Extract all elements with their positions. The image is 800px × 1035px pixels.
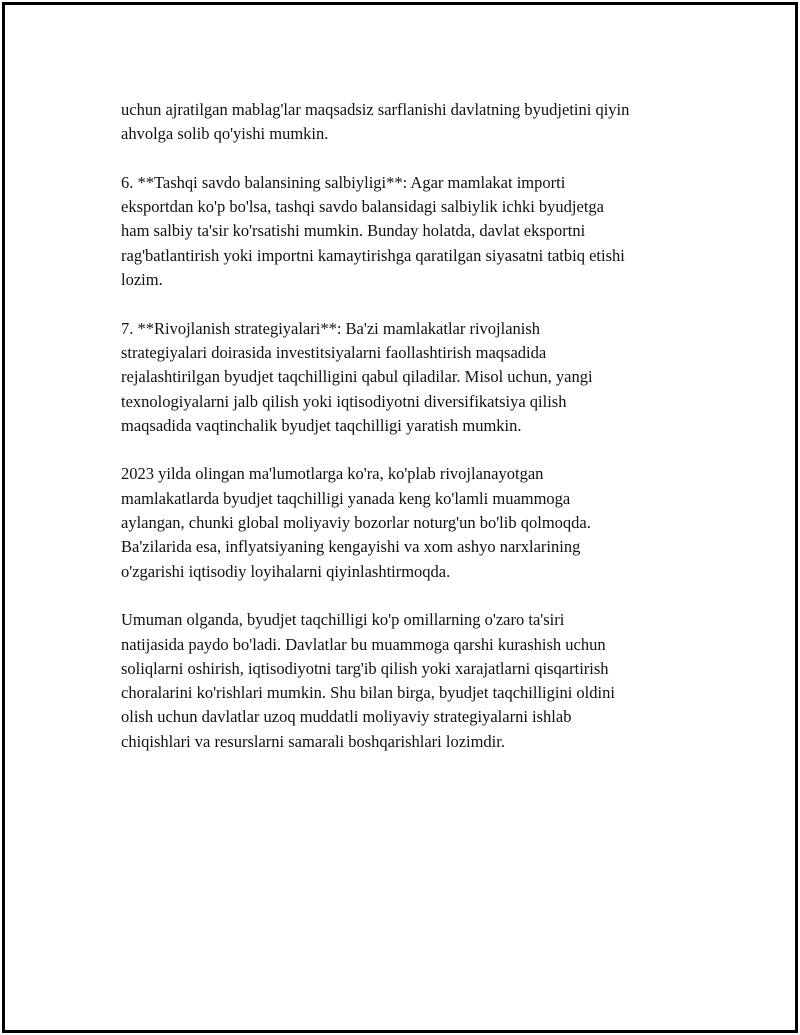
paragraph-conclusion: Umuman olganda, byudjet taqchilligi ko'p omillarning o'zaro ta'siri natijasida paydo bo'ladi. Davlatlar bu muammoga qarshi kurashish uchun soliqlarni oshirish, iqtisodiyotni targ'ib qilish yoki xarajatlarni qisqartirish choralarini ko'rishlari mumkin. Shu bilan birga, byudjet taqchilligini oldini olish uchun davlatlar uzoq muddatli moliyaviy strategiyalarni ishlab chiqishlari va resurslarni samarali boshqarishlari lozimdir. <box>121 610 615 751</box>
paragraph-trade-balance: 6. **Tashqi savdo balansining salbiyligi**: Agar mamlakat importi eksportdan ko'p bo'lsa, tashqi savdo balansidagi salbiylik ichki byudjetga ham salbiy ta'sir ko'rsatishi mumkin. Bunday holatda, davlat eksportni rag'batlantirish yoki importni kamaytirishga qaratilgan siyasatni tatbiq etishi lozim. <box>121 172 625 290</box>
paragraph-development-strategies: 7. **Rivojlanish strategiyalari**: Ba'zi mamlakatlar rivojlanish strategiyalari doirasida investitsiyalarni faollashtirish maqsadida rejalashtirilgan byudjet taqchilligini qabul qiladilar. Misol uchun, yangi texnologiyalarni jalb qilish yoki iqtisodiyotni diversifikatsiya qilish maqsadida vaqtinchalik byudjet taqchilligi yaratish mumkin. <box>121 318 593 435</box>
document-body <box>121 98 701 778</box>
paragraph-2023-data: 2023 yilda olingan ma'lumotlarga ko'ra, ko'plab rivojlanayotgan mamlakatlarda byudjet taqchilligi yanada keng ko'lamli muammoga aylangan, chunki global moliyaviy bozorlar noturg'un bo'lib qolmoqda. Ba'zilarida esa, inflyatsiyaning kengayishi va xom ashyo narxlarining o'zgarishi iqtisodiy loyihalarni qiyinlashtirmoqda. <box>121 464 591 581</box>
document-page <box>2 2 798 1033</box>
paragraph-budget-misuse: uchun ajratilgan mablag'lar maqsadsiz sarflanishi davlatning byudjetini qiyin ahvolga solib qo'yishi mumkin. <box>121 100 630 144</box>
